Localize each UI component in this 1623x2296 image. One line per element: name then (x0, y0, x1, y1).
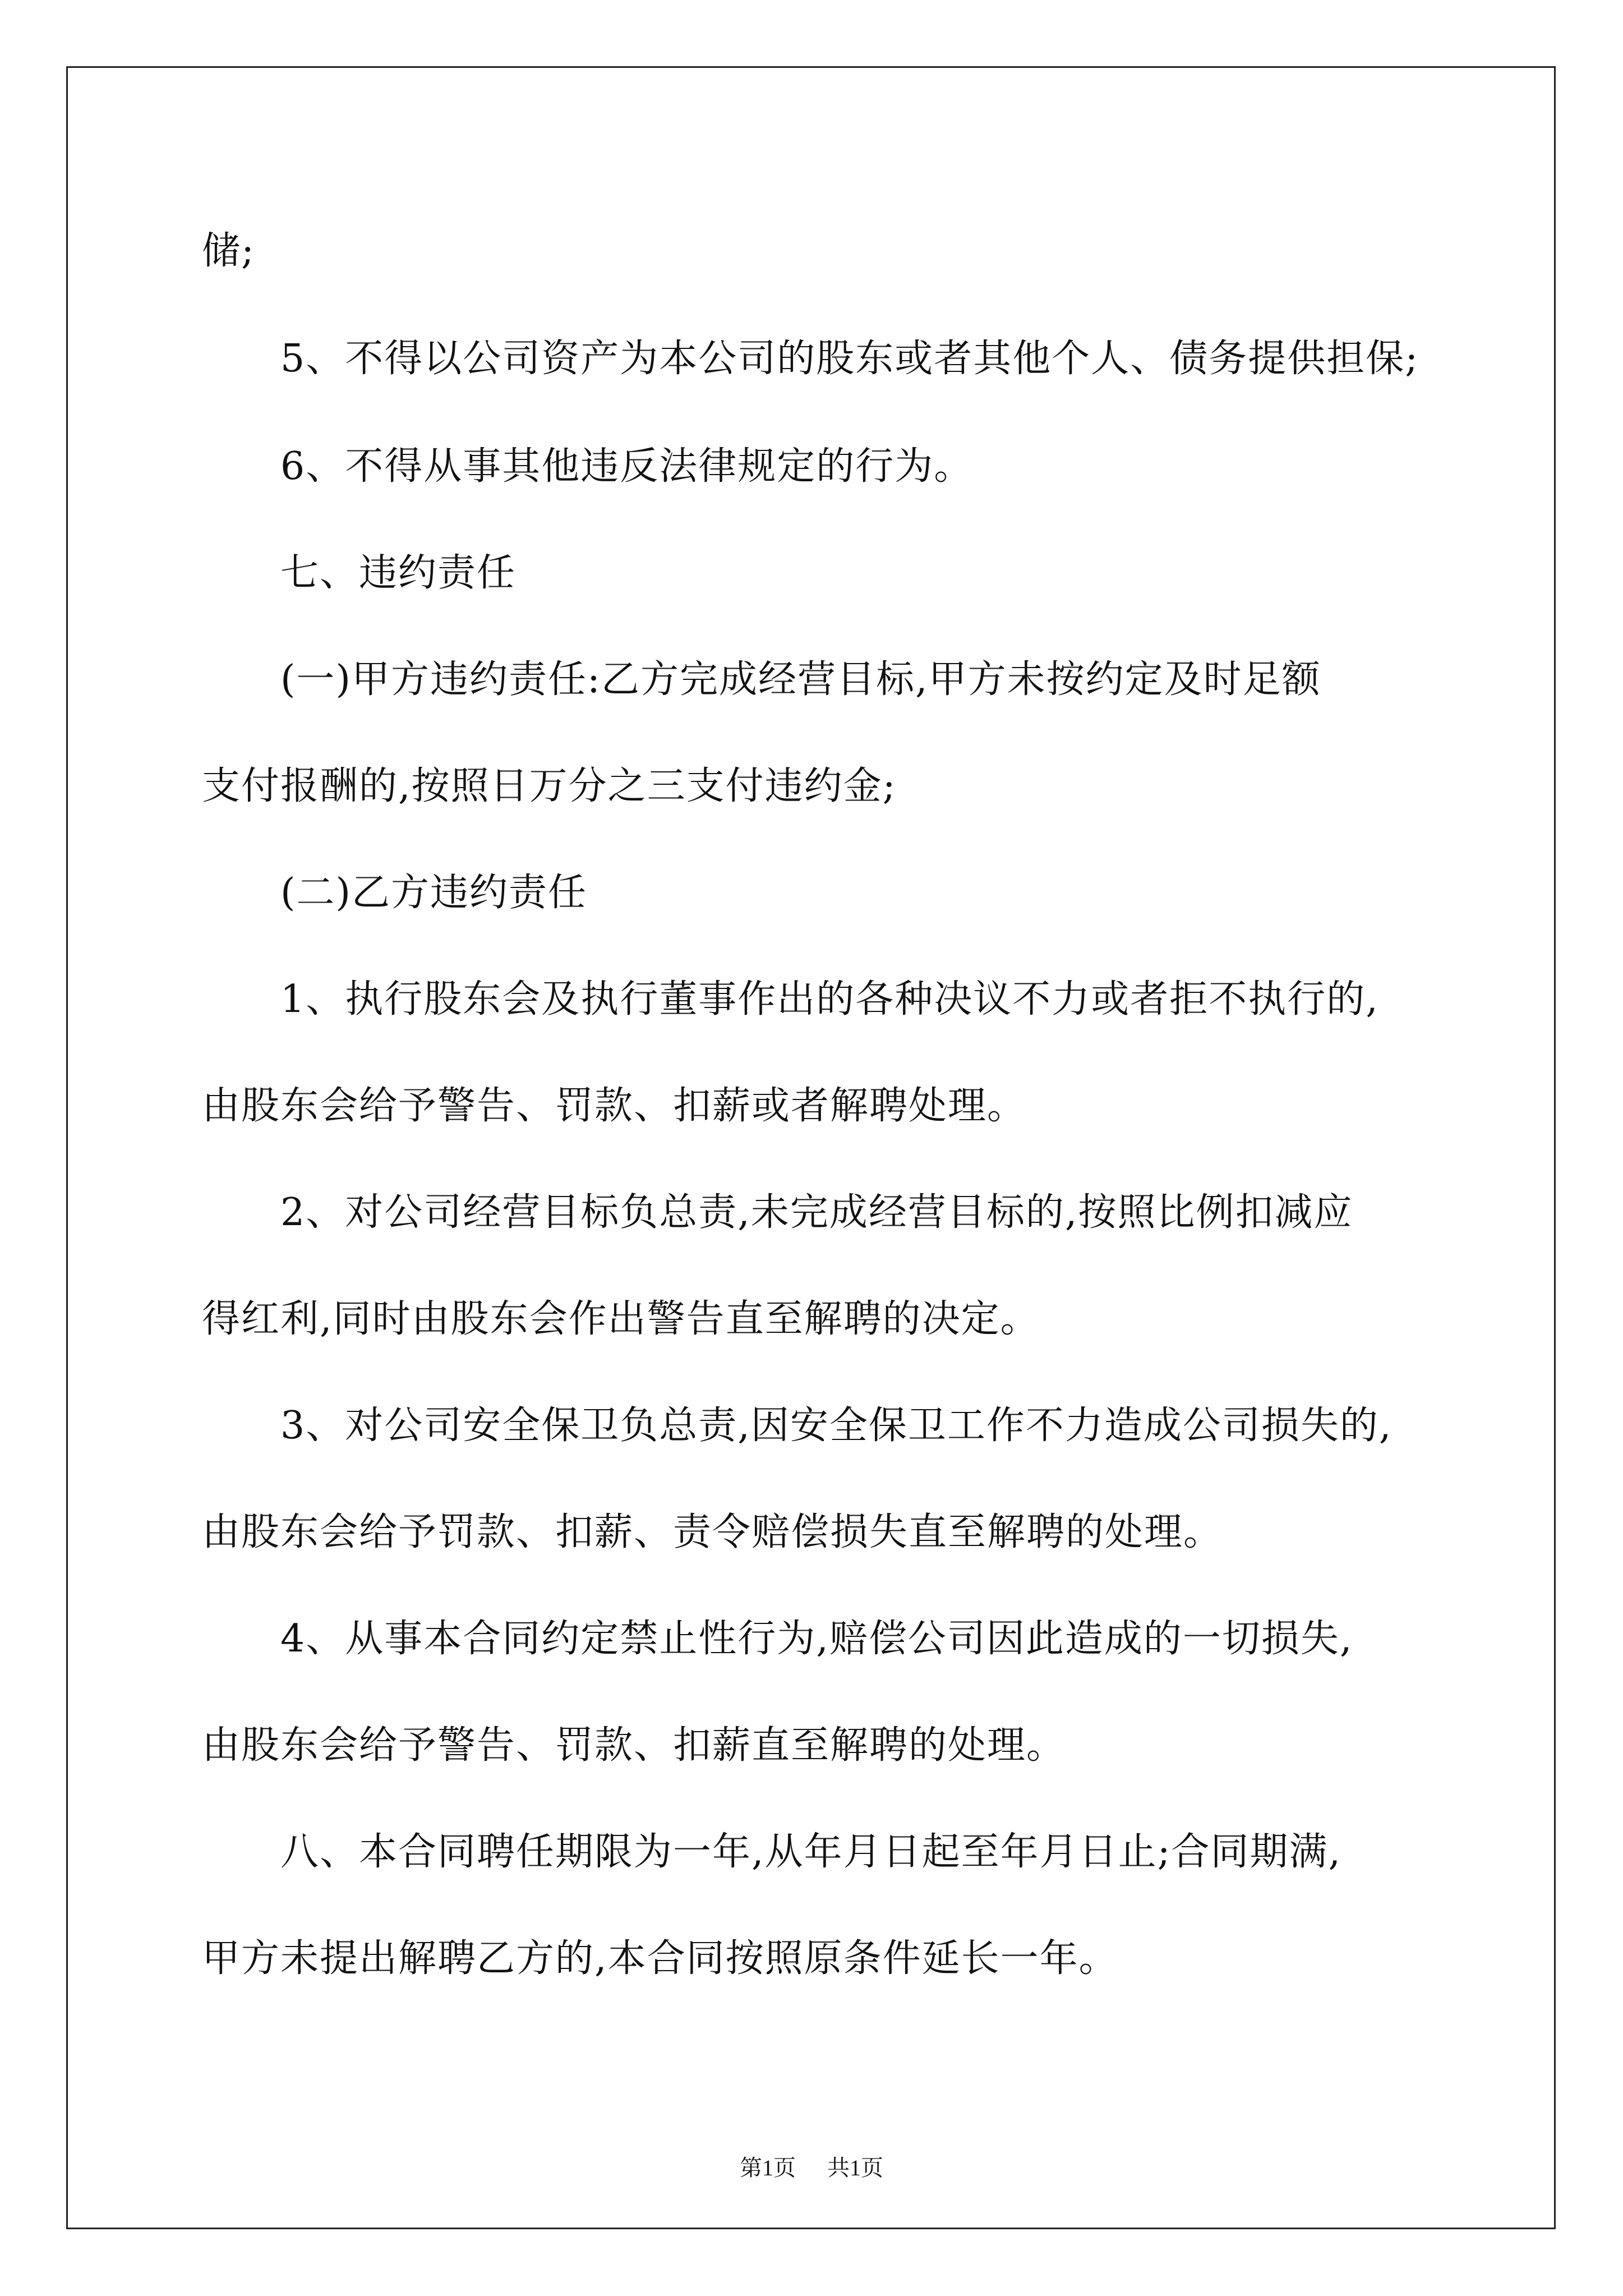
text-line: 由股东会给予罚款、扣薪、责令赔偿损失直至解聘的处理。 (202, 1510, 1223, 1554)
section-heading: 七、违约责任 (280, 551, 517, 595)
text-line: 由股东会给予警告、罚款、扣薪或者解聘处理。 (202, 1084, 1027, 1128)
text-line: 甲方未提出解聘乙方的,本合同按照原条件延长一年。 (202, 1936, 1118, 1981)
text-line: 八、本合同聘任期限为一年,从年月日起至年月日止;合同期满, (280, 1830, 1342, 1874)
text-line: (一)甲方违约责任:乙方完成经营目标,甲方未按约定及时足额 (280, 657, 1321, 702)
page-footer (0, 2154, 1623, 2182)
text-line: 6、不得从事其他违反法律规定的行为。 (280, 444, 974, 489)
text-line: 得红利,同时由股东会作出警告直至解聘的决定。 (202, 1297, 1040, 1341)
page-total: 共1页 (827, 2155, 883, 2180)
text-line: 储; (202, 229, 255, 273)
text-line: 支付报酬的,按照日万分之三支付违约金; (202, 764, 897, 808)
text-line: 1、执行股东会及执行董事作出的各种决议不力或者拒不执行的, (280, 977, 1379, 1022)
page-number: 第1页 (740, 2155, 796, 2180)
text-line: 3、对公司安全保卫负总责,因安全保卫工作不力造成公司损失的, (280, 1404, 1393, 1448)
text-line: (二)乙方违约责任 (280, 871, 588, 915)
text-line: 4、从事本合同约定禁止性行为,赔偿公司因此造成的一切损失, (280, 1617, 1353, 1661)
page-border (66, 66, 1556, 2229)
text-line: 由股东会给予警告、罚款、扣薪直至解聘的处理。 (202, 1723, 1066, 1768)
text-line: 2、对公司经营目标负总责,未完成经营目标的,按照比例扣减应 (280, 1190, 1353, 1235)
text-line: 5、不得以公司资产为本公司的股东或者其他个人、债务提供担保; (280, 337, 1419, 381)
